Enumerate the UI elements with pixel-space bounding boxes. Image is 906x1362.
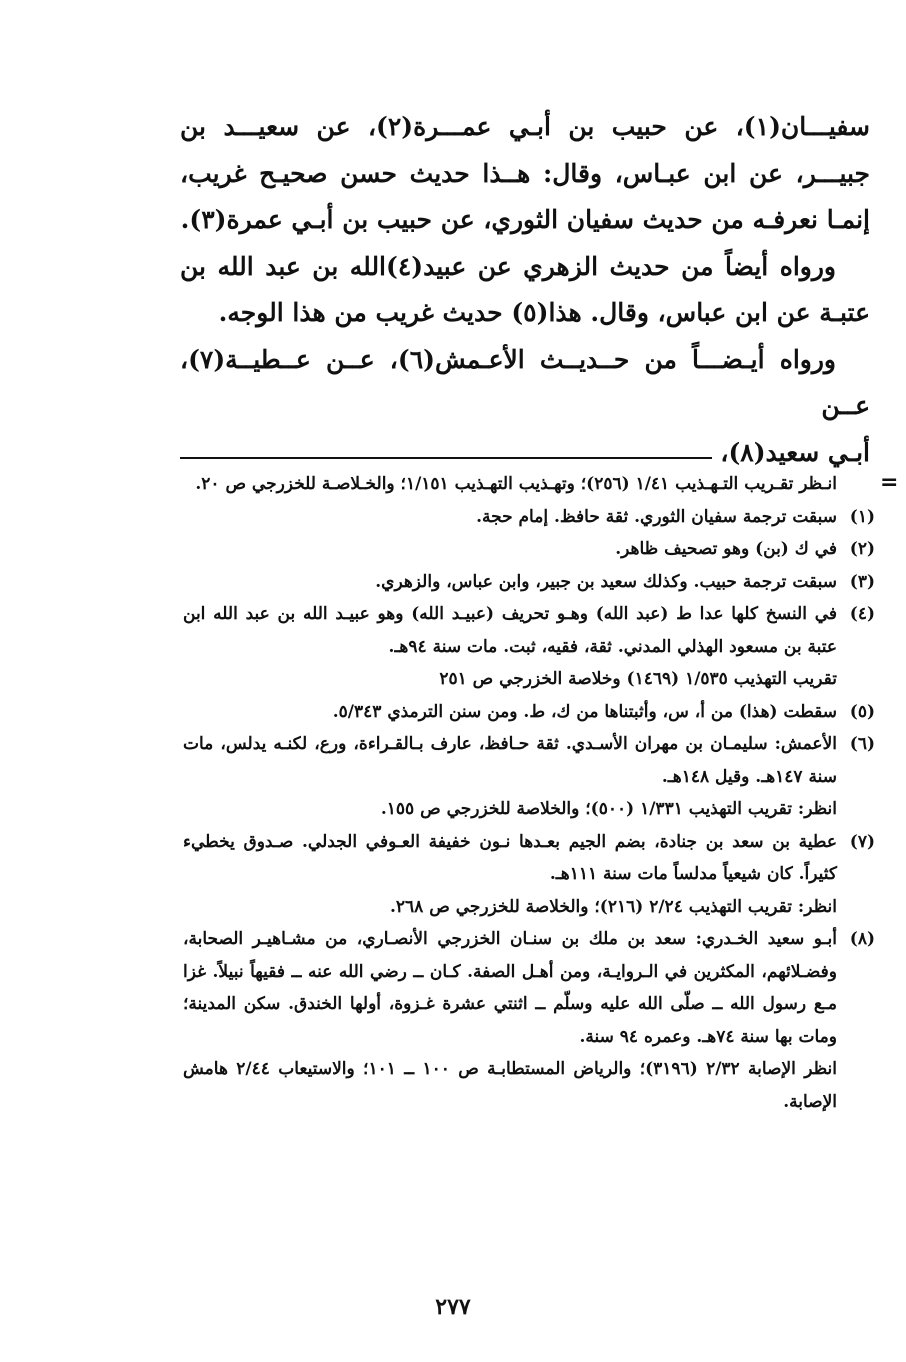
- footnote-3: [183, 566, 875, 599]
- footnote-number: (٤): [849, 604, 875, 624]
- footnote-text: عطية بن سعد بن جنادة، بضم الجيم بعـدها نـون خفيفة العـوفي الجدلي. صـدوق يخطيء كثيراً. كان شيعياً مدلساً مات سنة ١١١هـ.: [183, 831, 837, 884]
- footnote-text: الأعمش: سليمـان بن مهران الأسـدي. ثقة حـافظ، عارف بـالقـراءة، ورع، لكنـه يدلس، مات سنة ١٤٧هـ. وقيل ١٤٨هـ.: [183, 734, 837, 787]
- footnote-number: (٥): [849, 701, 875, 722]
- footnote-number: (٧): [849, 831, 875, 852]
- footnote-continued: انـظر تقـريب التـهـذيب ١/٤١ (٢٥٦)؛ وتهـذيب التهـذيب ١/١٥١؛ والخـلاصـة للخزرجي ص ٢٠.: [195, 474, 837, 494]
- footnote-4: [183, 598, 875, 696]
- footnote-text: سقطت (هذا) من أ، س، وأثبتناها من ك، ط. ومن سنن الترمذي ٥/٣٤٣.: [332, 701, 837, 722]
- footnote-text: سبقت ترجمة حبيب. وكذلك سعيد بن جبير، وابن عباس، والزهري.: [375, 571, 837, 592]
- continuation-mark: =: [880, 470, 899, 495]
- footnote-6: [183, 728, 875, 826]
- footnote-1: [183, 501, 875, 534]
- page-number: ٢٧٧: [435, 1294, 471, 1320]
- footnote-number: (٦): [849, 734, 875, 754]
- main-paragraph-1: سفيـــان(١)، عن حبيب بن أبـي عمـــرة(٢)، عن سعيـــد بن جبيـــر، عن ابن عبـاس، وقال: هــذا حديث حسن صحيـح غريب، إنمـا نعرفـه من حديث سفيان الثوري، عن حبيب بن أبـي عمرة(٣).: [180, 112, 870, 234]
- footnote-reference: انظر: تقريب التهذيب ١/٣٣١ (٥٠٠)؛ والخلاصة للخزرجي ص ١٥٥.: [380, 799, 837, 819]
- main-text: [180, 104, 870, 476]
- footnotes: [183, 468, 875, 1118]
- main-paragraph-2: ورواه أيضاً من حديث الزهري عن عبيد(٤)الله بن عبد الله بن عتبـة عن ابن عباس، وقال. هذا(٥) حديث غريب من هذا الوجه.: [180, 251, 870, 327]
- footnote-number: (٨): [849, 929, 875, 949]
- footnote-text: سبقت ترجمة سفيان الثوري. ثقة حافظ. إمام حجة.: [476, 506, 837, 527]
- footnote-text: في النسخ كلها عدا ط (عبد الله) وهـو تحريف (عبيـد الله) وهو عبيـد الله بن عبد الله ابن عتبة بن مسعود الهذلي المدني. ثقة، فقيه، ثبت. مات سنة ٩٤هـ.: [183, 604, 837, 657]
- footnote-text: أبـو سعيد الخـدري: سعد بن ملك بن سنـان الخزرجي الأنصـاري، من مشـاهيـر الصحابة، وفضـلائهم، المكثرين في الـروايـة، ومن أهـل الصفة. كـان ــ رضي الله عنه ــ فقيهاً نبيلاً. غزا مـع رسول الله ــ صلّى الله عليه وسلّم ــ اثنتي عشرة غـزوة، أولها الخندق. سكن المدينة؛ ومات بها سنة ٧٤هـ. وعمره ٩٤ سنة.: [183, 929, 837, 1047]
- footnote-reference: تقريب التهذيب ١/٥٣٥ (١٤٦٩) وخلاصة الخزرجي ص ٢٥١: [439, 669, 837, 689]
- footnote-number: (٢): [849, 539, 875, 559]
- footnote-text: في ك (بن) وهو تصحيف ظاهر.: [615, 539, 837, 559]
- main-last-line: أبـي سعيد(٨)،: [720, 437, 870, 467]
- footnote-7: [183, 826, 875, 924]
- footnote-separator-line: [180, 457, 712, 459]
- footnote-number: (٣): [849, 571, 875, 592]
- footnote-reference: انظر الإصابة ٢/٣٢ (٣١٩٦)؛ والرياض المستطابـة ص ١٠٠ ــ ١٠١؛ والاستيعاب ٢/٤٤ هامش الإصابة.: [183, 1059, 838, 1112]
- footnote-8: [183, 923, 875, 1118]
- footnote-2: [183, 533, 875, 566]
- main-paragraph-3: ورواه أيـضـــاً من حــديــث الأعـمش(٦)، عــن عــطيــة(٧)، عــن: [180, 344, 870, 420]
- footnote-reference: انظر: تقريب التهذيب ٢/٢٤ (٢١٦)؛ والخلاصة للخزرجي ص ٢٦٨.: [390, 896, 837, 917]
- footnote-number: (١): [849, 506, 875, 527]
- footnote-5: [183, 696, 875, 729]
